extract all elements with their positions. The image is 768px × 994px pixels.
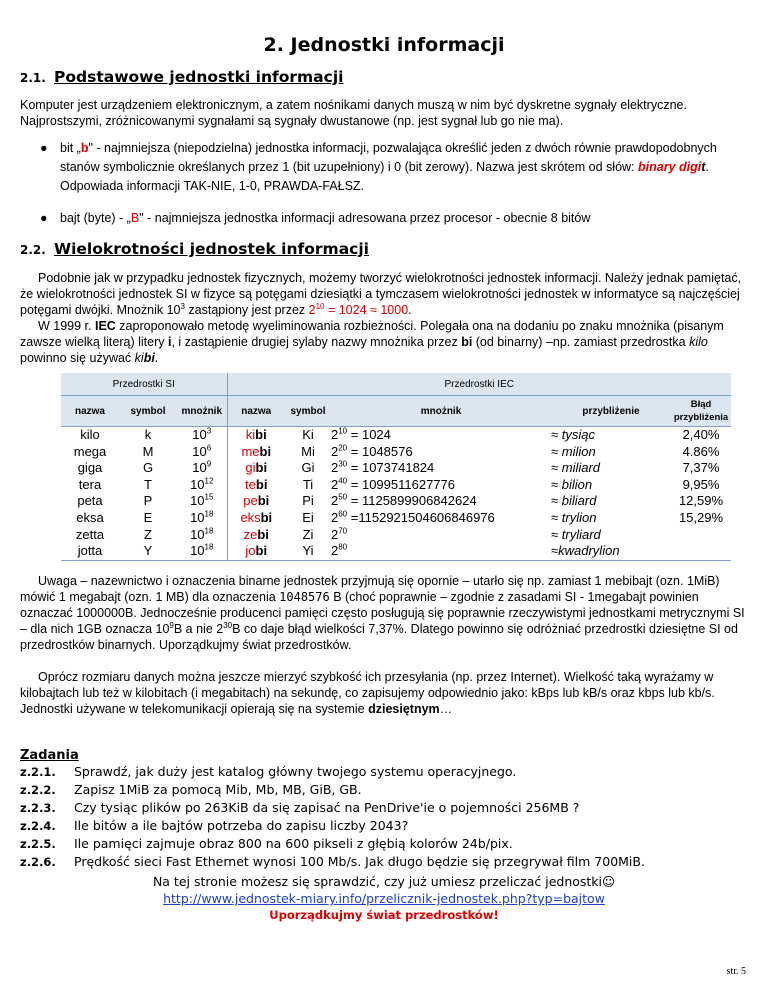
task-number: z.2.6. [20,855,56,869]
si-name-cell: peta [77,493,103,509]
task-text: Ile pamięci zajmuje obraz 800 na 600 pikseli z głębią kolorów 24b/pix. [74,836,513,851]
table-row [61,543,731,560]
iec-symbol-cell: Zi [302,526,314,542]
task-text: Ile bitów a ile bajtów potrzeba do zapisu liczby 2043? [74,818,409,833]
iec-symbol-cell: Mi [301,443,315,459]
iec-multiplier-cell: $2^{70}$ [331,526,348,542]
si-symbol-cell: Z [144,526,152,542]
si-multiplier-cell: $10^6$ [177,444,227,461]
bullet-dot-icon: ● [40,211,48,225]
col-header-symbol: symbol [119,396,177,427]
table-row [61,427,731,444]
section-title: Podstawowe jednostki informacji [54,68,344,86]
iec-symbol-cell: Ei [302,509,314,525]
iec-symbol-cell: Ti [302,476,314,492]
table-row [61,477,731,494]
footer-note [0,873,768,924]
task-text: Prędkość sieci Fast Ethernet wynosi 100 Mb/s. Jak długo będzie się przegrywał film 700MiB. [74,854,645,869]
si-name-cell: zetta [75,526,105,542]
task-item [20,835,748,853]
footer-text: Na tej stronie możesz się sprawdzić, czy już umiesz przeliczać jednostki☺ [152,874,616,889]
iec-name-cell: mebi [241,443,272,459]
table-row [61,510,731,527]
iec-multiplier-cell: $2^{60} =1152921504606846976$ [331,509,495,525]
task-item [20,817,748,835]
task-text: Zapisz 1MiB za pomocą Mib, Mb, MB, GiB, GB. [74,782,362,797]
bullet-bit [40,139,740,196]
col-header-approx: przybliżenie [551,396,671,427]
bullet-byte-text: bajt (byte) - „B" - najmniejsza jednostka informacji adresowana przez procesor - obecnie 8 bitów [60,211,591,225]
page-title: 2. Jednostki informacji [263,34,505,56]
task-item [20,799,748,817]
task-item [20,763,748,781]
iec-multiplier-cell: $2^{10} = 1024$ [331,426,391,442]
multiples-paragraph: Podobnie jak w przypadku jednostek fizycznych, możemy tworzyć wielokrotności jednostek informacji. Należy jednak pamiętać, że wielokrotności jednostek SI w fizyce są potęgami dziesiątki a tymczasem wielokrotności jednostek w informatyce są najczęściej potęgami dwójki. Mnożnik $10^3$ zastąpiony jest przez $2^{10} = 1024 \approx 1000$. [20,271,742,317]
iec-name-cell: jobi [245,543,268,559]
tasks-heading: Zadania [20,748,79,763]
si-symbol-cell: Y [143,543,153,559]
page-number: str. 5 [726,966,746,977]
iec-name-cell: gibi [245,460,268,476]
approx-cell: ≈ milion [551,443,596,459]
prefix-table [61,373,731,561]
speed-paragraph: Oprócz rozmiaru danych można jeszcze mierzyć szybkość ich przesyłania (np. przez Internet). Wielkość taką wyrażamy w kilobajtach lub też w kilobitach (i megabitach) na sekundę, co zapisujemy odpowiednio jako: kBps lub kB/s oraz kbps lub kb/s. Jednostki używane w telekomunikacji opierają się na systemie dziesiętnym… [20,670,715,716]
task-number: z.2.1. [20,765,56,779]
task-item [20,853,748,871]
si-multiplier-cell: $10^{18}$ [177,527,227,544]
si-name-cell: eksa [76,509,104,525]
iec-symbol-cell: Pi [302,493,314,509]
bullet-dot-icon: ● [40,141,48,155]
iec-multiplier-cell: $2^{50} = 1125899906842624$ [331,493,477,509]
task-item [20,781,748,799]
section-number: 2.1. [20,71,46,85]
iec-name-cell: pebi [243,493,270,509]
si-multiplier-cell: $10^{18}$ [177,510,227,527]
si-multiplier-cell: $10^{12}$ [177,477,227,494]
section-number: 2.2. [20,243,46,257]
si-multiplier-cell: $10^9$ [177,460,227,477]
iec-multiplier-cell: $2^{40} = 1099511627776$ [331,476,455,492]
col-header-name: nazwa [61,396,119,427]
col-header-name-iec: nazwa [227,396,285,427]
approx-cell: ≈ tryliard [551,526,601,542]
iec-multiplier-cell: $2^{20} = 1048576$ [331,443,413,459]
approx-cell: ≈ biliard [551,493,597,509]
section-title: Wielokrotności jednostek informacji [54,240,369,258]
si-name-cell: mega [73,443,107,459]
note-paragraph: Uwaga – nazewnictwo i oznaczenia binarne jednostek przyjmują się opornie – utarło się np. zamiast 1 mebibajt (ozn. 1MiB) mówić 1 megabajt (ozn. 1 MB) dla oznaczenia 1048576 B (choć poprawnie – zgodnie z zasadami SI - 1megabajt powinien oznaczać 1000000B. Jednocześnie producenci pamięci często posługują się poprawnie rzeczywistymi jednostkami metrycznymi SI – dla nich 1GB oznacza $10^9B$ a nie $2^{30}B$ co daje błąd wielkości 7,37%. Dlatego powinno się odróżniać przedrostki dziesiętne SI od przedrostków binarnych. Uporządkujmy świat przedrostków. [20,574,745,652]
error-cell: 12,59% [678,493,724,509]
si-symbol-cell: G [142,460,154,476]
converter-link[interactable]: http://www.jednostek-miary.info/przelicznik-jednostek.php?typ=bajtow [163,891,605,906]
bullet-byte [40,209,740,228]
iec-name-cell: kibi [245,427,267,442]
iec-name-cell: zebi [243,526,269,542]
task-number: z.2.5. [20,837,56,851]
section-heading-2-2 [20,240,369,258]
si-symbol-cell: P [143,493,153,509]
table-row [61,493,731,510]
si-multiplier-cell: $10^{15}$ [177,493,227,510]
table-row [61,460,731,477]
iec-symbol-cell: Gi [301,460,315,476]
intro-paragraph: Komputer jest urządzeniem elektronicznym, a zatem nośnikami danych muszą w nim być dyskretne sygnały elektryczne. Najprostszymi, zróżnicowanymi sygnałami są sygnały dwustanowe (np. jest sygnał lub go nie ma). [20,98,687,128]
task-text: Sprawdź, jak duży jest katalog główny twojego systemu operacyjnego. [74,764,517,779]
error-cell: 2,40% [682,427,720,442]
si-multiplier-cell: $10^3$ [177,427,227,444]
approx-cell: ≈ miliard [551,460,601,476]
task-number: z.2.2. [20,783,56,797]
col-header-multiplier-iec: mnożnik [331,396,551,427]
approx-cell: ≈kwadrylion [551,543,620,559]
iec-group-header: Przedrostki IEC [227,373,731,396]
footer-slogan: Uporządkujmy świat przedrostków! [269,908,499,922]
iec-multiplier-cell: $2^{80}$ [331,542,348,559]
si-symbol-cell: T [144,476,152,492]
iec-multiplier-cell: $2^{30} = 1073741824$ [331,459,435,476]
si-symbol-cell: k [144,427,152,442]
error-cell [671,543,731,560]
task-number: z.2.3. [20,801,56,815]
si-symbol-cell: E [143,509,153,525]
approx-cell: ≈ trylion [551,509,597,525]
si-multiplier-cell: $10^{18}$ [177,543,227,560]
bullet-bit-text: bit „b" - najmniejsza (niepodzielna) jednostka informacji, pozwalająca określić jeden z dwóch równie prawdopodobnych stanów symbolicznie określanych przez 1 (bit uzupełniony) i 0 (bit zerowy). Nazwa jest skrótem od słów: binary digit. Odpowiada informacji TAK-NIE, 1-0, PRAWDA-FAŁSZ. [60,141,717,193]
col-header-error: Błąd przybliżenia [671,396,731,427]
error-cell: 7,37% [682,460,720,476]
si-name-cell: jotta [77,543,103,559]
si-name-cell: tera [78,476,102,492]
error-cell: 15,29% [678,509,724,525]
table-row [61,527,731,544]
approx-cell: ≈ bilion [551,476,593,492]
task-text: Czy tysiąc plików po 263KiB da się zapisać na PenDrive'ie o pojemności 256MB ? [74,800,580,815]
task-number: z.2.4. [20,819,56,833]
si-symbol-cell: M [142,443,154,459]
section-heading-2-1 [20,68,343,86]
iec-name-cell: tebi [245,476,268,492]
iec-name-cell: eksbi [240,509,273,525]
si-name-cell: kilo [80,427,100,442]
error-cell [671,527,731,544]
table-row [61,444,731,461]
error-cell: 4.86% [682,443,720,459]
approx-cell: ≈ tysiąc [551,427,595,442]
error-cell: 9,95% [682,476,720,492]
iec-paragraph: W 1999 r. IEC zaproponowało metodę wyeliminowania rozbieżności. Polegała ona na dodaniu po znaku mnożnika (pisanym zawsze wielką literą) litery i, i zastąpienie drugiej sylaby nazwy mnożnika przez bi (od binarny) –np. zamiast przedrostka kilo powinno się używać kibi. [20,319,724,365]
si-name-cell: giga [77,460,103,476]
col-header-symbol-iec: symbol [285,396,331,427]
iec-symbol-cell: Ki [302,427,314,442]
si-group-header: Przedrostki SI [61,373,227,396]
tasks-section [20,748,748,871]
iec-symbol-cell: Yi [302,543,314,559]
col-header-multiplier: mnożnik [177,396,227,427]
